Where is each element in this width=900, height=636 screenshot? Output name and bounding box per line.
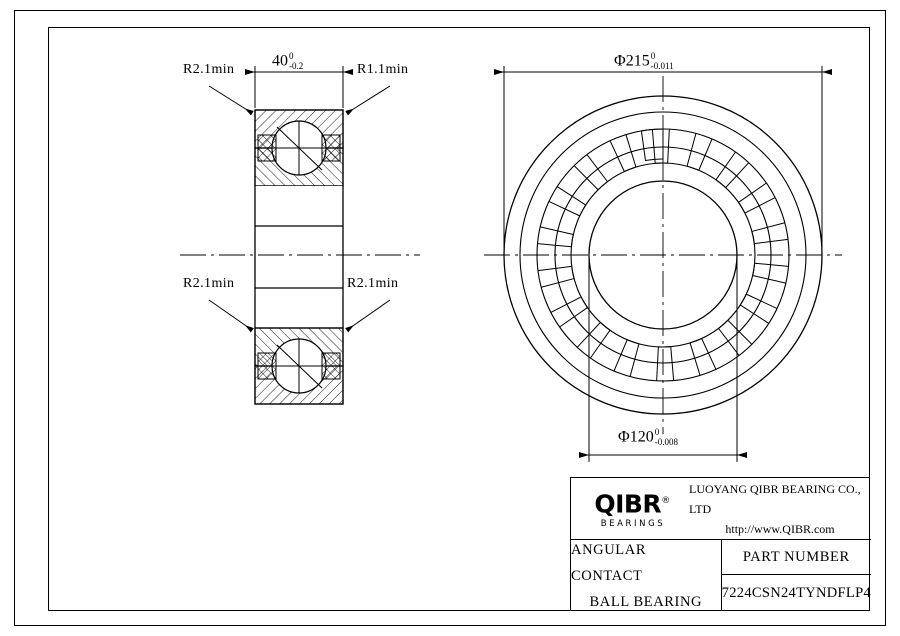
label-r21-bottom-left: R2.1min <box>183 276 235 291</box>
od-tolerance <box>651 51 674 71</box>
section-view <box>255 110 343 404</box>
bore-tol-upper: 0 <box>654 427 660 437</box>
title-block <box>570 477 870 610</box>
company-logo <box>571 478 689 539</box>
product-type <box>571 540 722 611</box>
product-type-line1: ANGULAR CONTACT <box>571 541 647 584</box>
part-number-value: 7224CSN24TYNDFLP4 <box>721 585 871 601</box>
title-block-detail-row <box>571 540 871 611</box>
label-r21-top-left: R2.1min <box>183 62 235 77</box>
company-name: LUOYANG QIBR BEARING CO., LTD <box>689 481 861 516</box>
width-dimension-text <box>272 52 303 72</box>
width-tolerance <box>289 51 303 71</box>
part-number-label: PART NUMBER <box>722 540 871 575</box>
width-tol-upper: 0 <box>289 51 294 61</box>
company-website[interactable]: http://www.QIBR.com <box>725 521 835 536</box>
product-type-line2: BALL BEARING <box>589 593 703 610</box>
bore-dimension-text <box>618 428 678 448</box>
logo-subtitle: BEARINGS <box>600 519 666 530</box>
width-dimension <box>246 66 352 108</box>
ball-ring <box>641 129 663 161</box>
label-r11-top-right: R1.1min <box>357 62 409 77</box>
od-value: 215 <box>625 52 650 70</box>
registered-mark: ® <box>661 495 670 506</box>
bore-symbol: Φ <box>618 428 630 446</box>
bore-value: 120 <box>629 428 654 446</box>
label-r21-bottom-right: R2.1min <box>347 276 399 291</box>
bore-tolerance <box>655 427 678 447</box>
title-block-header-row <box>571 478 871 540</box>
width-tol-lower: -0.2 <box>289 61 304 71</box>
part-number-cell <box>722 540 871 611</box>
company-info <box>689 478 871 539</box>
logo-wordmark <box>594 488 669 517</box>
bore-tol-lower: -0.008 <box>654 437 678 447</box>
od-symbol: Φ <box>614 52 626 70</box>
od-tol-upper: 0 <box>650 51 656 61</box>
width-value: 40 <box>272 52 288 70</box>
od-tol-lower: -0.011 <box>650 61 674 71</box>
od-dimension-text <box>614 52 674 72</box>
logo-text: QIBR <box>594 489 662 519</box>
